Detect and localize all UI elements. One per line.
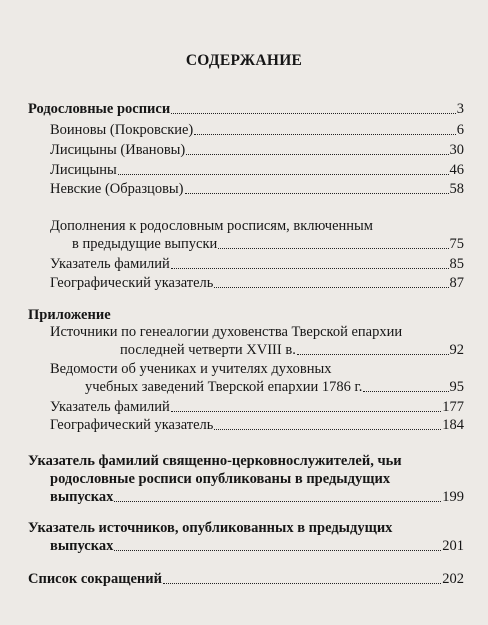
leader-dots: [214, 428, 441, 430]
toc-entry-sources[interactable]: [120, 342, 464, 359]
leader-dots: [194, 133, 455, 135]
toc-entry[interactable]: [50, 122, 464, 139]
toc-entry-surname-index[interactable]: [50, 256, 464, 273]
toc-entry-sources-line1: Источники по генеалогии духовенства Тверской епархии: [50, 324, 403, 340]
leader-dots: [186, 153, 448, 155]
leader-dots: [363, 390, 448, 392]
toc-entry-appendix-geo-index[interactable]: [50, 417, 464, 434]
toc-entry-page: 3: [456, 101, 464, 117]
toc-entry-page: 46: [449, 162, 464, 178]
toc-entry-label: учебных заведений Тверской епархии 1786 г.: [85, 379, 363, 395]
leader-dots: [218, 247, 448, 249]
toc-entry-page: 184: [442, 417, 464, 433]
toc-entry-label: Географический указатель: [50, 275, 214, 291]
toc-entry-label: Лисицыны: [50, 162, 117, 178]
toc-entry-clergy-index[interactable]: [50, 489, 464, 506]
toc-entry-label: Указатель фамилий: [50, 256, 170, 272]
toc-entry-appendix-surname-index[interactable]: [50, 399, 464, 416]
toc-entry-geo-index[interactable]: [50, 275, 464, 292]
toc-entry-page: 95: [449, 379, 464, 395]
toc-entry-label: Указатель фамилий: [50, 399, 170, 415]
toc-entry-genealogies[interactable]: [28, 101, 464, 118]
toc-entry-label: Невские (Образцовы): [50, 181, 184, 197]
toc-entry-label: в предыдущие выпуски: [72, 236, 218, 252]
leader-dots: [171, 112, 456, 114]
toc-entry-page: 87: [449, 275, 464, 291]
toc-entry-page: 92: [449, 342, 464, 358]
leader-dots: [118, 173, 449, 175]
toc-entry-clergy-line1: Указатель фамилий священно-церковнослужителей, чьи: [28, 453, 402, 469]
toc-entry-page: 202: [442, 571, 464, 587]
toc-entry-records-line1: Ведомости об учениках и учителях духовных: [50, 361, 332, 377]
toc-entry-sources-index[interactable]: [50, 538, 464, 555]
toc-entry[interactable]: [50, 142, 464, 159]
toc-entry-label: Географический указатель: [50, 417, 214, 433]
toc-entry-page: 85: [449, 256, 464, 272]
toc-entry-page: 6: [456, 122, 464, 138]
toc-entry-label: последней четверти XVIII в.: [120, 342, 296, 358]
toc-entry-page: 199: [442, 489, 464, 505]
leader-dots: [171, 410, 441, 412]
toc-entry-records[interactable]: [85, 379, 464, 396]
toc-entry-page: 201: [442, 538, 464, 554]
toc-entry-label: Лисицыны (Ивановы): [50, 142, 186, 158]
toc-entry-label: Родословные росписи: [28, 101, 171, 117]
leader-dots: [297, 353, 449, 355]
toc-entry-label: Воиновы (Покровские): [50, 122, 194, 138]
leader-dots: [214, 286, 448, 288]
leader-dots: [114, 549, 441, 551]
toc-entry-sources-index-line1: Указатель источников, опубликованных в предыдущих: [28, 520, 393, 536]
toc-entry[interactable]: [50, 181, 464, 198]
toc-entry-clergy-line2: родословные росписи опубликованы в предыдущих: [50, 471, 391, 487]
leader-dots: [185, 192, 449, 194]
toc-entry[interactable]: [50, 162, 464, 179]
leader-dots: [163, 582, 441, 584]
toc-entry-supplement-line1: Дополнения к родословным росписям, включенным: [50, 218, 373, 234]
page-title: СОДЕРЖАНИЕ: [185, 52, 303, 69]
leader-dots: [114, 500, 441, 502]
toc-entry-page: 75: [449, 236, 464, 252]
toc-entry-label: выпусках: [50, 489, 114, 505]
toc-entry-page: 30: [449, 142, 464, 158]
section-heading-appendix: Приложение: [28, 307, 111, 323]
toc-entry-label: выпусках: [50, 538, 114, 554]
leader-dots: [171, 267, 449, 269]
toc-entry-page: 58: [449, 181, 464, 197]
toc-entry-supplement[interactable]: [72, 236, 464, 253]
toc-entry-label: Список сокращений: [28, 571, 162, 587]
toc-entry-abbreviations[interactable]: [28, 571, 464, 588]
toc-entry-page: 177: [442, 399, 464, 415]
